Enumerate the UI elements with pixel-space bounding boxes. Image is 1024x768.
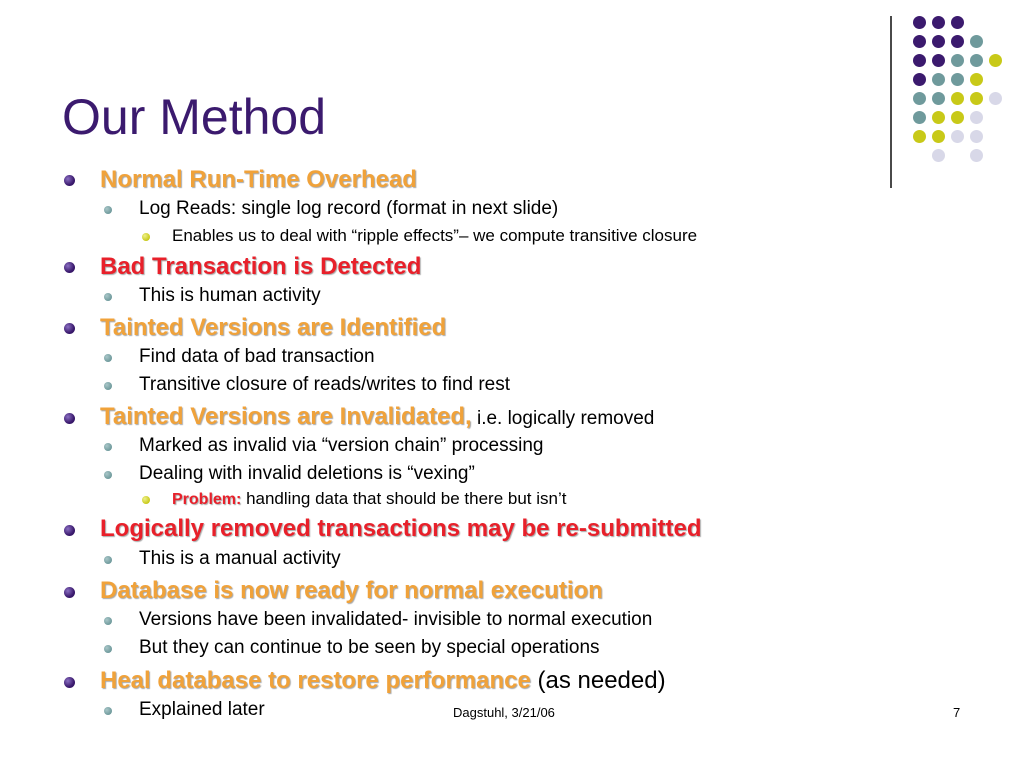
- bullet-dot-icon: [64, 677, 75, 688]
- page-number: 7: [953, 705, 961, 720]
- sub-bullet-dot-icon: [104, 443, 112, 451]
- sub-sub-bullet-dot-icon: [142, 496, 150, 504]
- bullet-text: Bad Transaction is Detected: [100, 253, 422, 280]
- bullet-dot-icon: [64, 525, 75, 536]
- problem-text: handling data that should be there but isn’t: [241, 489, 567, 508]
- sub-bullet-dot-icon: [104, 645, 112, 653]
- bullet-text: Heal database to restore performance: [100, 667, 531, 694]
- bullet-overhead: [100, 166, 417, 194]
- sub-sub-bullet-problem: [172, 489, 566, 509]
- bullet-ready: [100, 577, 603, 605]
- sub-bullet-dot-icon: [104, 382, 112, 390]
- sub-bullet-dot-icon: [104, 556, 112, 564]
- sub-bullet-find-data: Find data of bad transaction: [139, 346, 375, 367]
- sub-bullet-log-reads: Log Reads: single log record (format in next slide): [139, 198, 559, 219]
- bullet-tainted-identified: [100, 314, 446, 342]
- sub-bullet-dot-icon: [104, 354, 112, 362]
- bullet-text: Database is now ready for normal execution: [100, 577, 603, 604]
- sub-sub-bullet-dot-icon: [142, 233, 150, 241]
- sub-bullet-transitive: Transitive closure of reads/writes to find rest: [139, 374, 510, 395]
- bullet-text: Tainted Versions are Identified: [100, 314, 447, 341]
- sub-bullet-dot-icon: [104, 206, 112, 214]
- sub-bullet-dot-icon: [104, 293, 112, 301]
- bullet-suffix: (as needed): [530, 667, 666, 694]
- bullet-tainted-invalidated: [100, 403, 654, 431]
- sub-bullet-explained: Explained later: [139, 699, 265, 720]
- bullet-bad-detected: [100, 253, 421, 281]
- sub-bullet-special-ops: But they can continue to be seen by special operations: [139, 637, 600, 658]
- sub-bullet-dot-icon: [104, 707, 112, 715]
- slide-title: Our Method: [62, 89, 327, 145]
- sub-bullet-dot-icon: [104, 471, 112, 479]
- sub-sub-bullet-ripple: Enables us to deal with “ripple effects”– we compute transitive closure: [172, 226, 698, 245]
- sub-bullet-vexing: Dealing with invalid deletions is “vexing”: [139, 463, 475, 484]
- bullet-text: Tainted Versions are Invalidated,: [100, 403, 472, 430]
- bullet-text: Logically removed transactions may be re-submitted: [100, 515, 702, 542]
- bullet-heal: [100, 667, 666, 695]
- sub-bullet-versions-invalidated: Versions have been invalidated- invisible to normal execution: [139, 609, 653, 630]
- bullet-text: Normal Run-Time Overhead: [100, 166, 417, 193]
- bullet-dot-icon: [64, 587, 75, 598]
- bullet-resubmitted: [100, 515, 702, 543]
- sub-bullet-marked-invalid: Marked as invalid via “version chain” processing: [139, 435, 544, 456]
- sub-bullet-manual: This is a manual activity: [139, 548, 341, 569]
- sub-bullet-dot-icon: [104, 617, 112, 625]
- sub-bullet-human: This is human activity: [139, 285, 321, 306]
- problem-label: Problem:: [172, 491, 242, 508]
- bullet-dot-icon: [64, 413, 75, 424]
- bullet-dot-icon: [64, 175, 75, 186]
- bullet-suffix: i.e. logically removed: [471, 408, 655, 429]
- footer-text: Dagstuhl, 3/21/06: [453, 705, 555, 720]
- bullet-dot-icon: [64, 262, 75, 273]
- bullet-dot-icon: [64, 323, 75, 334]
